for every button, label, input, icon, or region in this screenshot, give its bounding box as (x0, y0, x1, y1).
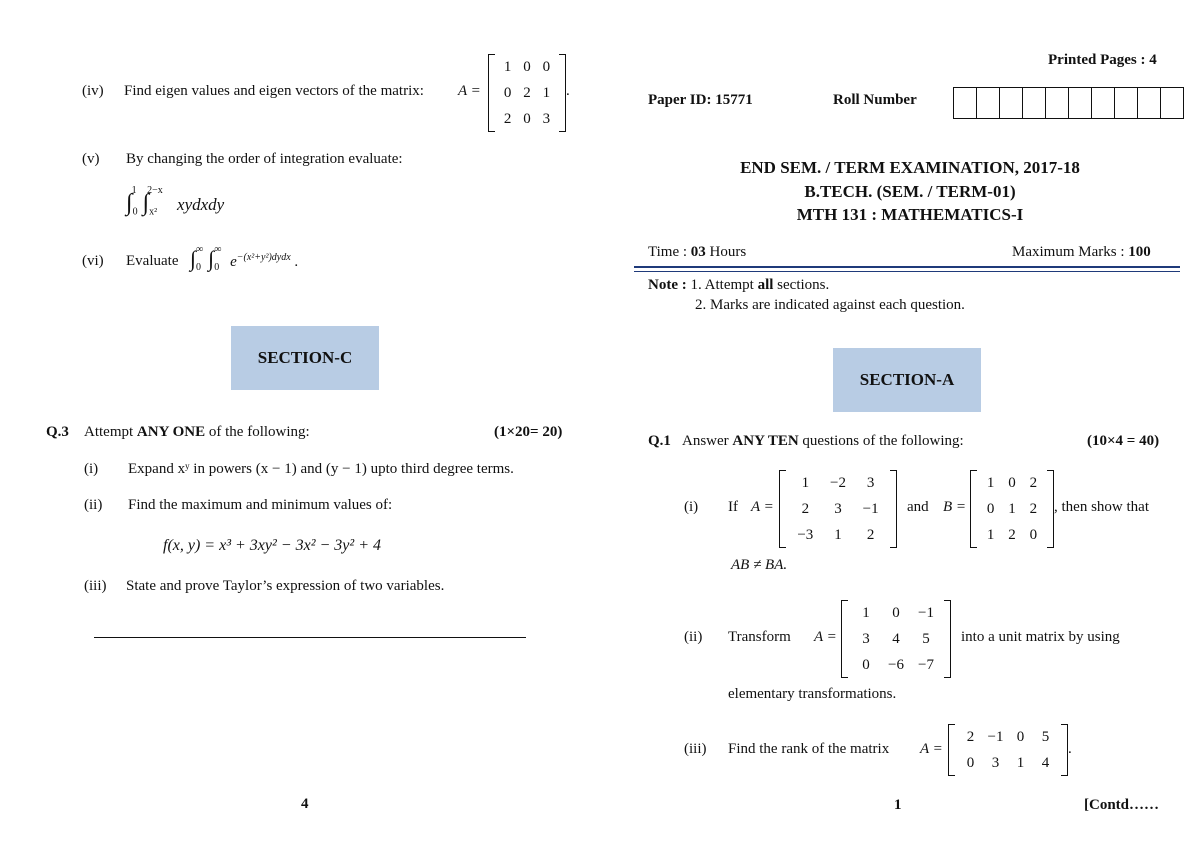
conclusion: AB ≠ BA. (731, 557, 788, 573)
matrix-entry: 0 (892, 604, 900, 621)
question-marks: (1×20= 20) (494, 424, 563, 440)
roll-number-boxes[interactable] (953, 87, 1184, 119)
improper-integral: $\int_0^\infty$ $\int_0^\infty$ $e^{-(x^2+y^2)dydx}$ . (190, 244, 299, 273)
question-text: Find the maximum and minimum values of: (128, 497, 393, 513)
matrix-entry: 2 (1029, 474, 1038, 491)
matrix-entry: 0 (862, 656, 870, 673)
transform-matrix (841, 600, 951, 678)
question-text: Find eigen values and eigen vectors of the matrix: (124, 83, 424, 99)
matrix-entry: 1 (503, 58, 512, 75)
roll-number-digit-box[interactable] (1000, 88, 1023, 118)
section-a-heading: SECTION-A (833, 348, 981, 412)
question-number: Q.3 (46, 424, 69, 440)
question-number: (iii) (84, 578, 107, 594)
matrix-entry: 0 (1008, 474, 1016, 491)
maximum-marks: Maximum Marks : 100 (1012, 244, 1151, 260)
question-marks: (10×4 = 40) (1087, 433, 1160, 449)
time-allowed: Time : 03 Hours (648, 244, 747, 260)
roll-number-digit-box[interactable] (954, 88, 977, 118)
matrix-lhs: A = (814, 629, 837, 645)
matrix-entry: 3 (991, 754, 1000, 771)
note-1: Note : 1. Attempt all sections. (648, 277, 830, 293)
exam-title: END SEM. / TERM EXAMINATION, 2017-18 (740, 158, 1080, 177)
matrix-entry: 2 (801, 500, 810, 517)
matrix-entry: −1 (987, 728, 1004, 745)
matrix-a (779, 470, 897, 548)
matrix-entry: 2 (523, 84, 531, 101)
question-number: (i) (684, 499, 699, 515)
period: . (1068, 741, 1072, 757)
question-text: Transform (728, 629, 791, 645)
paper-id: Paper ID: 15771 (648, 92, 753, 108)
double-integral: $\int_0^1$ $\int_{x^2}^{2-x}$ xydxdy (126, 185, 225, 218)
matrix-entry: 0 (1029, 526, 1038, 543)
roll-number-digit-box[interactable] (1161, 88, 1183, 118)
question-text-continued: elementary transformations. (728, 686, 897, 702)
matrix-entry: 1 (801, 474, 810, 491)
question-text: State and prove Taylor’s expression of two variables. (126, 578, 445, 594)
matrix-entry: 1 (834, 526, 842, 543)
question-number: (vi) (82, 253, 104, 269)
question-number: (ii) (84, 497, 103, 513)
question-tail: , then show that (1054, 499, 1149, 515)
question-text: Attempt ANY ONE of the following: (84, 424, 310, 440)
note-2: 2. Marks are indicated against each question. (695, 297, 965, 313)
matrix-lhs: B = (943, 499, 967, 515)
matrix-entry: 3 (834, 500, 842, 517)
header-rule-top (634, 266, 1180, 268)
matrix-entry: 1 (862, 604, 870, 621)
matrix-entry: 5 (1041, 728, 1050, 745)
end-rule (94, 637, 526, 638)
matrix-entry: −2 (830, 474, 846, 491)
matrix-entry: 3 (866, 474, 875, 491)
printed-pages: Printed Pages : 4 (1048, 52, 1157, 68)
continued-marker: [Contd…… (1084, 797, 1160, 813)
roll-number-label: Roll Number (833, 92, 917, 108)
question-number: Q.1 (648, 433, 671, 449)
question-number: (ii) (684, 629, 703, 645)
matrix-entry: 2 (966, 728, 975, 745)
subject-title: MTH 131 : MATHEMATICS-I (796, 205, 1024, 224)
matrix-entry: −3 (797, 526, 814, 543)
question-tail: into a unit matrix by using (961, 629, 1120, 645)
page-number: 1 (894, 797, 902, 813)
matrix-entry: 2 (866, 526, 875, 543)
roll-number-digit-box[interactable] (1115, 88, 1138, 118)
matrix-entry: 1 (986, 474, 995, 491)
period: . (566, 83, 570, 99)
roll-number-digit-box[interactable] (1092, 88, 1115, 118)
matrix-entry: 1 (986, 526, 995, 543)
matrix-entry: 2 (1029, 500, 1038, 517)
question-text: Expand xʸ in powers (x − 1) and (y − 1) upto third degree terms. (128, 461, 514, 477)
roll-number-digit-box[interactable] (1138, 88, 1161, 118)
matrix-entry: 0 (503, 84, 512, 101)
section-c-heading: SECTION-C (231, 326, 379, 390)
course-title: B.TECH. (SEM. / TERM-01) (804, 182, 1016, 201)
question-text: Answer ANY TEN questions of the following: (682, 433, 964, 449)
question-text: Find the rank of the matrix (728, 741, 890, 757)
matrix-entry: 0 (966, 754, 975, 771)
matrix-entry: 2 (503, 110, 512, 127)
matrix-entry: 3 (542, 110, 551, 127)
page-number: 4 (301, 796, 309, 812)
question-text: By changing the order of integration evaluate: (126, 151, 403, 167)
matrix-entry: −7 (918, 656, 934, 673)
matrix-entry: 5 (922, 630, 930, 647)
and-text: and (907, 499, 929, 515)
rank-matrix (948, 724, 1068, 776)
roll-number-digit-box[interactable] (1069, 88, 1092, 118)
roll-number-digit-box[interactable] (977, 88, 1000, 118)
matrix-entry: 0 (986, 500, 995, 517)
matrix-entry: 0 (523, 58, 531, 75)
matrix-entry: 2 (1008, 526, 1016, 543)
matrix-lhs: A = (458, 83, 481, 99)
question-number: (i) (84, 461, 99, 477)
matrix-lhs: A = (920, 741, 943, 757)
matrix-entry: −1 (918, 604, 934, 621)
matrix-b (970, 470, 1054, 548)
roll-number-digit-box[interactable] (1023, 88, 1046, 118)
matrix-entry: 1 (1008, 500, 1016, 517)
question-number: (iv) (82, 83, 104, 99)
if-text: If (728, 499, 738, 515)
matrix-entry: 1 (542, 84, 551, 101)
matrix-entry: 0 (542, 58, 551, 75)
matrix-entry: 0 (1016, 728, 1025, 745)
matrix-entry: −6 (888, 656, 904, 673)
eigen-matrix (488, 54, 566, 132)
question-number: (v) (82, 151, 100, 167)
question-number: (iii) (684, 741, 707, 757)
header-rule-bottom (634, 271, 1180, 272)
question-text: Evaluate (126, 253, 179, 269)
roll-number-digit-box[interactable] (1046, 88, 1069, 118)
matrix-entry: 4 (892, 630, 900, 647)
matrix-entry: −1 (862, 500, 879, 517)
function-formula: f(x, y) = x³ + 3xy² − 3x² − 3y² + 4 (163, 537, 381, 554)
matrix-entry: 4 (1041, 754, 1050, 771)
matrix-lhs: A = (751, 499, 774, 515)
matrix-entry: 1 (1016, 754, 1025, 771)
matrix-entry: 0 (523, 110, 531, 127)
matrix-entry: 3 (862, 630, 870, 647)
